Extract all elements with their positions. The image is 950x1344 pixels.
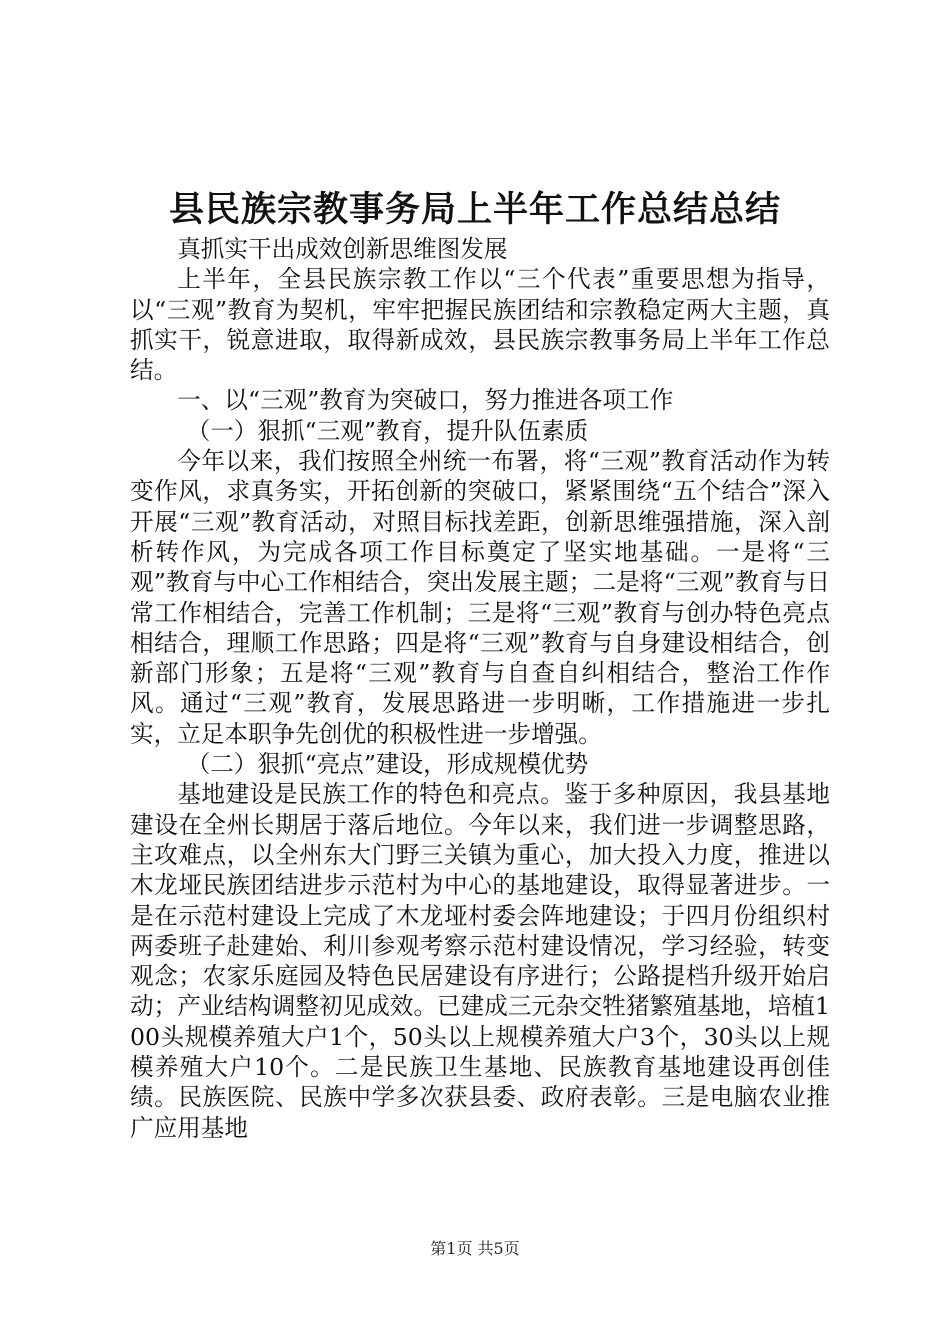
document-body [130, 234, 830, 1143]
intro-paragraph: 上半年，全县民族宗教工作以“三个代表”重要思想为指导，以“三观”教育为契机，牢牢把握民族团结和宗教稳定两大主题，真抓实干，锐意进取，取得新成效，县民族宗教事务局上半年工作总结。 [130, 265, 830, 385]
document-title: 县民族宗教事务局上半年工作总结总结 [168, 189, 781, 230]
body-paragraph-2: 基地建设是民族工作的特色和亮点。鉴于多种原因，我县基地建设在全州长期居于落后地位。今年以来，我们进一步调整思路，主攻难点，以全州东大门野三关镇为重心，加大投入力度，推进以木龙垭民族团结进步示范村为中心的基地建设，取得显著进步。一是在示范村建设上完成了木龙垭村委会阵地建设；于四月份组织村两委班子赴建始、利川参观考察示范村建设情况，学习经验，转变观念；农家乐庭园及特色民居建设有序进行；公路提档升级开始启动；产业结构调整初见成效。已建成三元杂交牲猪繁殖基地，培植100头规模养殖大户1个，50头以上规模养殖大户3个，30头以上规模养殖大户10个。二是民族卫生基地、民族教育基地建设再创佳绩。民族医院、民族中学多次获县委、政府表彰。三是电脑农业推广应用基地 [130, 780, 830, 1142]
subsection-heading-2: （二）狠抓“亮点”建设，形成规模优势 [186, 750, 589, 779]
subtitle-paragraph: 真抓实干出成效创新思维图发展 [177, 235, 508, 263]
page-number-footer: 第1页 共5页 [430, 1239, 520, 1258]
section-heading-1: 一、以“三观”教育为突破口，努力推进各项工作 [177, 386, 674, 415]
subsection-heading-1: （一）狠抓“三观”教育，提升队伍素质 [186, 416, 589, 445]
body-paragraph-1: 今年以来，我们按照全州统一布署，将“三观”教育活动作为转变作风，求真务实，开拓创新的突破口，紧紧围绕“五个结合”深入开展“三观”教育活动，对照目标找差距，创新思维强措施，深入剖析转作风，为完成各项工作目标奠定了坚实地基础。一是将“三观”教育与中心工作相结合，突出发展主题；二是将“三观”教育与日常工作相结合，完善工作机制；三是将“三观”教育与创办特色亮点相结合，理顺工作思路；四是将“三观”教育与自身建设相结合，创新部门形象；五是将“三观”教育与自查自纠相结合，整治工作作风。通过“三观”教育，发展思路进一步明晰，工作措施进一步扎实，立足本职争先创优的积极性进一步增强。 [130, 447, 830, 748]
